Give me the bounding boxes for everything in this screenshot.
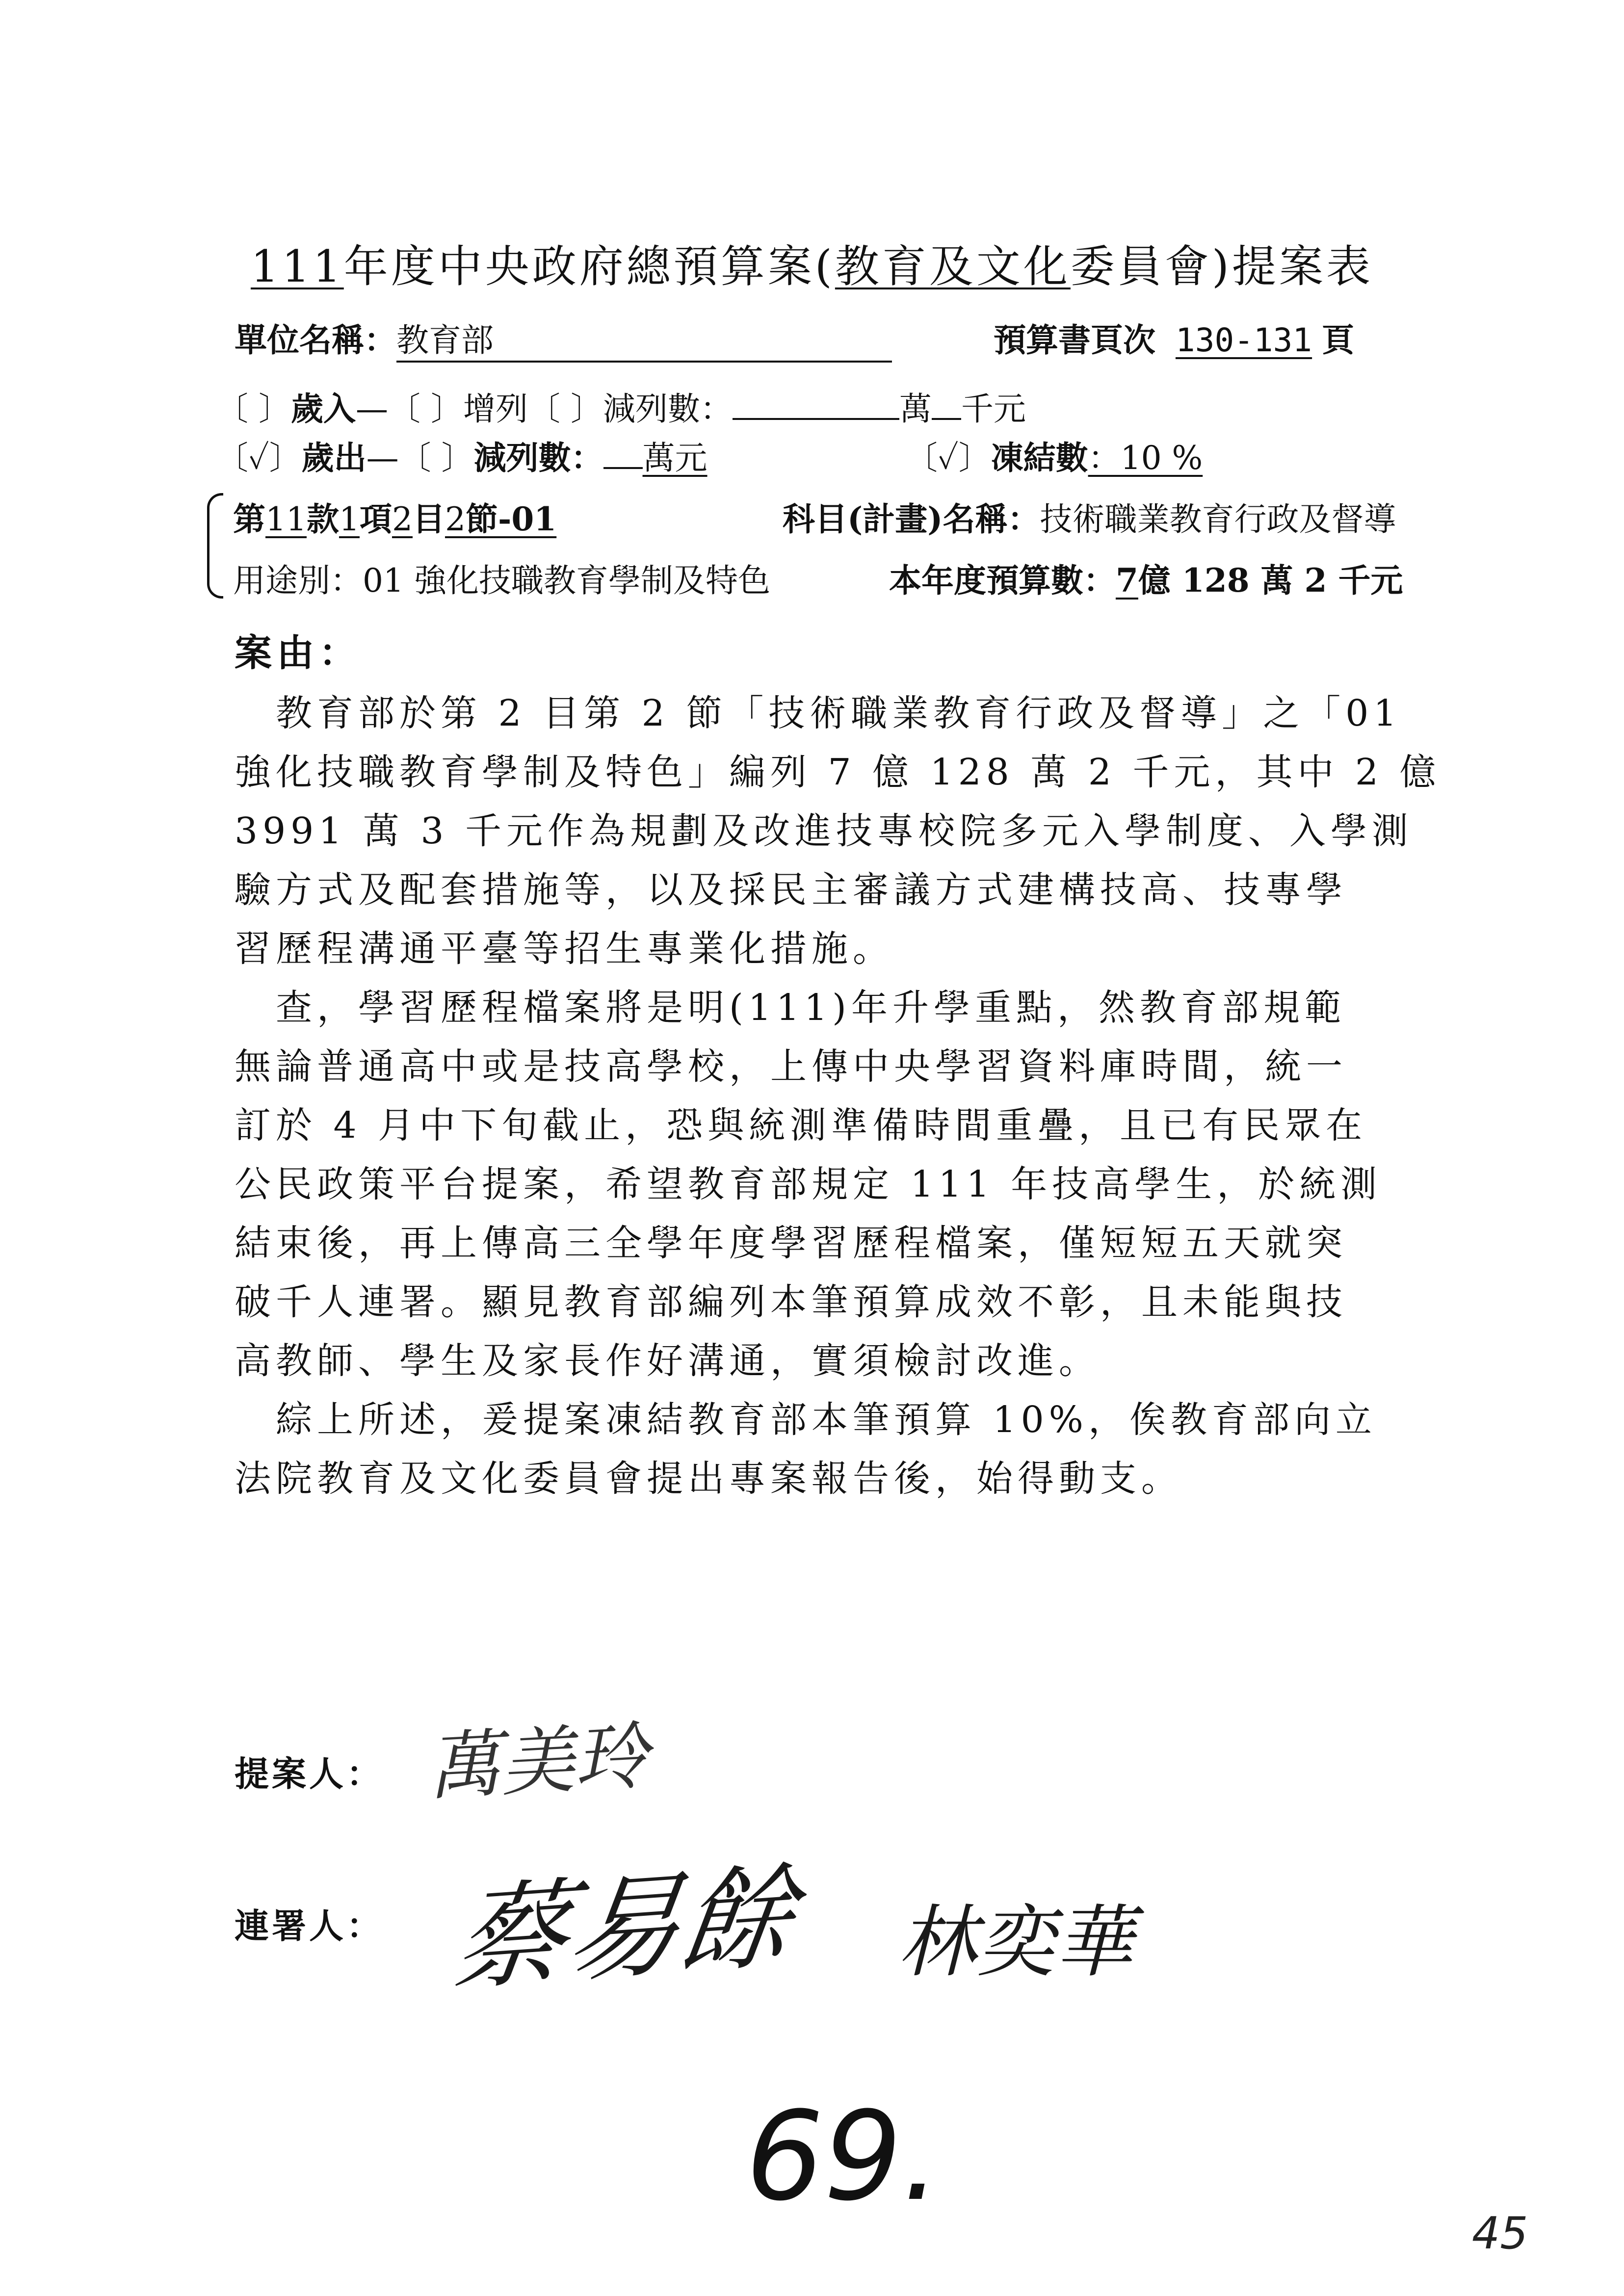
page-ref-row <box>994 314 1354 361</box>
reason-line: 法院教育及文化委員會提出專案報告後，始得動支。 <box>235 1458 1182 1500</box>
revenue-row <box>216 383 1026 429</box>
freeze-row <box>905 432 1209 478</box>
revenue-thousand-unit: 千元 <box>961 390 1026 428</box>
title-year: 111 <box>250 241 344 292</box>
proposer-label: 提案人： <box>235 1753 384 1794</box>
reason-line: 結束後，再上傳高三全學年度學習歷程檔案，僅短短五天就突 <box>235 1222 1347 1264</box>
reason-line: 3991 萬 3 千元作為規劃及改進技專校院多元入學制度、入學測 <box>235 810 1413 852</box>
kuan-number: 11 <box>265 500 307 538</box>
subject-value: 技術職業教育行政及督導 <box>1040 500 1396 538</box>
subject-row <box>783 493 1396 540</box>
revenue-amount-blank[interactable] <box>733 389 899 420</box>
amount-row <box>889 554 1403 601</box>
cosigner-signature: 蔡易餘 <box>445 1851 803 2007</box>
page-title <box>0 231 1624 294</box>
jie-number: 2 <box>445 500 466 538</box>
expense-decrease-blank[interactable] <box>603 438 643 469</box>
reason-line: 查，學習歷程檔案將是明(111)年升學重點，然教育部規範 <box>235 987 1346 1029</box>
reason-line: 教育部於第 2 目第 2 節「技術職業教育行政及督導」之「01 <box>235 692 1402 734</box>
budget-item-brace <box>207 493 223 599</box>
revenue-increase-label: 增列 <box>463 390 528 428</box>
purpose-text: 用途別：01 強化技職教育學制及特色 <box>233 562 770 600</box>
freeze-label: 凍結數 <box>991 439 1088 477</box>
purpose-row <box>233 554 770 601</box>
revenue-checkbox[interactable]: 〔 〕 <box>216 390 291 428</box>
unit-value: 教育部 <box>396 314 892 363</box>
expense-decrease-unit: 萬元 <box>642 439 707 477</box>
budget-item-row <box>233 493 556 540</box>
expense-decrease-label: 減列數： <box>473 439 603 477</box>
reason-line: 公民政策平台提案，希望教育部規定 111 年技高學生，於統測 <box>235 1163 1382 1205</box>
reason-line: 驗方式及配套措施等，以及採民主審議方式建構技高、技專學 <box>235 869 1347 911</box>
page-number: 45 <box>1472 2208 1528 2259</box>
revenue-decrease-label: 減列數： <box>602 390 733 428</box>
expense-checkbox[interactable]: 〔✓〕 <box>216 439 302 477</box>
revenue-decrease-checkbox[interactable]: 〔 〕 <box>527 390 603 428</box>
jie-label: 節-01 <box>465 500 557 538</box>
page-ref-label: 預算書頁次 <box>994 321 1155 359</box>
reason-line: 破千人連署。顯見教育部編列本筆預算成效不彰，且未能與技 <box>235 1281 1347 1323</box>
title-post: 委員會)提案表 <box>1070 241 1374 292</box>
handwritten-number: 69. <box>746 2085 941 2228</box>
page-ref-suffix: 頁 <box>1322 321 1355 359</box>
kuan-label: 款 <box>306 500 339 538</box>
revenue-wan-unit: 萬 <box>899 390 932 428</box>
expense-dash: — <box>366 439 399 477</box>
expense-row <box>216 432 707 478</box>
revenue-dash: — <box>355 390 388 428</box>
reason-line: 訂於 4 月中下旬截止，恐與統測準備時間重疊，且已有民眾在 <box>235 1104 1367 1147</box>
mu-label: 目 <box>412 500 445 538</box>
cosigner-signature: 林奕華 <box>898 1896 1134 1988</box>
expense-decrease-checkbox[interactable]: 〔 〕 <box>398 439 474 477</box>
mu-number: 2 <box>392 500 413 538</box>
title-pre: 年度中央政府總預算案( <box>343 241 835 292</box>
subject-label: 科目(計畫)名稱： <box>783 500 1040 538</box>
revenue-label: 歲入 <box>290 390 356 428</box>
amount-yi: 7 <box>1116 561 1138 600</box>
page-ref-value: 130-131 <box>1175 321 1312 359</box>
revenue-thousand-blank[interactable] <box>932 389 961 420</box>
amount-label: 本年度預算數： <box>889 561 1116 600</box>
reason-line: 綜上所述，爰提案凍結教育部本筆預算 10%，俟教育部向立 <box>235 1399 1377 1441</box>
cosigner-label: 連署人： <box>235 1905 384 1946</box>
xiang-label: 項 <box>359 500 392 538</box>
freeze-value: ：10 % <box>1088 439 1203 477</box>
kuan-prefix: 第 <box>233 500 265 538</box>
amount-rest: 億 128 萬 2 千元 <box>1138 561 1403 600</box>
xiang-number: 1 <box>339 500 360 538</box>
reason-heading: 案由： <box>235 631 361 675</box>
reason-line: 無論普通高中或是技高學校，上傳中央學習資料庫時間，統一 <box>235 1045 1347 1088</box>
proposer-signature: 萬美玲 <box>425 1714 650 1811</box>
expense-label: 歲出 <box>301 439 367 477</box>
reason-line: 強化技職教育學制及特色」編列 7 億 128 萬 2 千元，其中 2 億 <box>235 751 1441 793</box>
reason-line: 習歷程溝通平臺等招生專業化措施。 <box>235 928 894 970</box>
unit-label: 單位名稱： <box>235 321 396 359</box>
title-committee: 教育及文化 <box>835 241 1071 292</box>
freeze-checkbox[interactable]: 〔✓〕 <box>905 439 991 477</box>
unit-row <box>235 314 892 363</box>
revenue-increase-checkbox[interactable]: 〔 〕 <box>388 390 463 428</box>
reason-line: 高教師、學生及家長作好溝通，實須檢討改進。 <box>235 1340 1100 1382</box>
